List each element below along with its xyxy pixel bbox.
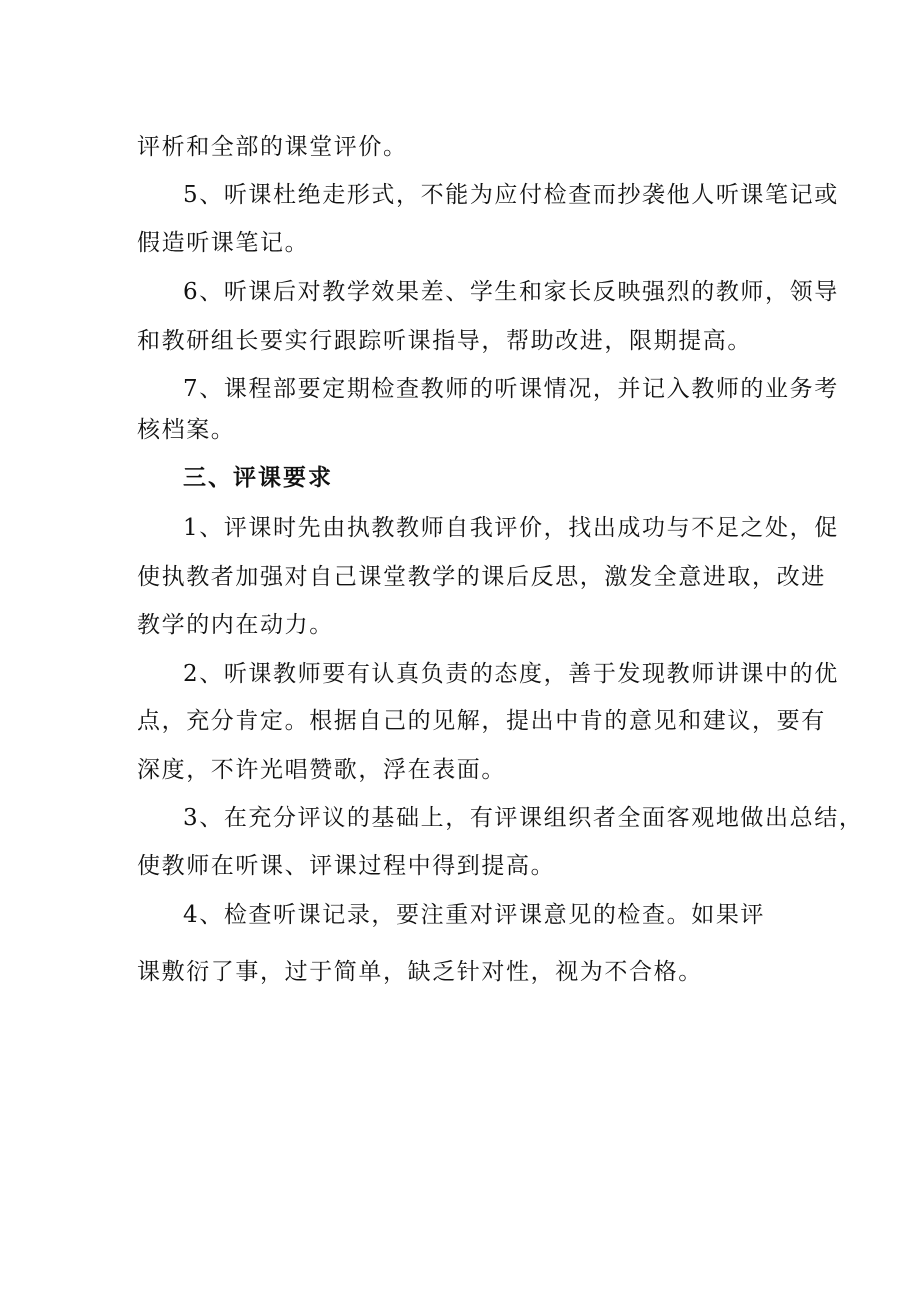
paragraph-line: 深度，不许光唱赞歌，浮在表面。 <box>137 757 506 783</box>
paragraph-line: 1、评课时先由执教教师自我评价，找出成功与不足之处，促 <box>183 515 839 541</box>
paragraph-line: 评析和全部的课堂评价。 <box>137 134 408 160</box>
paragraph-line: 使执教者加强对自己课堂教学的课后反思，激发全意进取，改进 <box>137 564 826 590</box>
paragraph-line: 核档案。 <box>137 417 236 443</box>
paragraph-line: 4、检查听课记录，要注重对评课意见的检查。如果评 <box>183 902 766 928</box>
paragraph-line: 和教研组长要实行跟踪听课指导，帮助改进，限期提高。 <box>137 328 752 354</box>
paragraph-line: 点，充分肯定。根据自己的见解，提出中肯的意见和建议，要有 <box>137 708 826 734</box>
paragraph-line: 教学的内在动力。 <box>137 612 334 638</box>
paragraph-line: 5、听课杜绝走形式，不能为应付检查而抄袭他人听课笔记或 <box>183 182 839 208</box>
paragraph-line: 7、课程部要定期检查教师的听课情况，并记入教师的业务考 <box>183 376 839 402</box>
paragraph-line: 3、在充分评议的基础上，有评课组织者全面客观地做出总结， <box>183 805 864 831</box>
paragraph-line: 假造听课笔记。 <box>137 230 310 256</box>
section-heading: 三、评课要求 <box>183 465 333 491</box>
paragraph-line: 2、听课教师要有认真负责的态度，善于发现教师讲课中的优 <box>183 661 839 687</box>
paragraph-line: 6、听课后对教学效果差、学生和家长反映强烈的教师，领导 <box>183 279 839 305</box>
paragraph-line: 使教师在听课、评课过程中得到提高。 <box>137 853 556 879</box>
paragraph-line: 课敷衍了事，过于简单，缺乏针对性，视为不合格。 <box>137 959 703 985</box>
